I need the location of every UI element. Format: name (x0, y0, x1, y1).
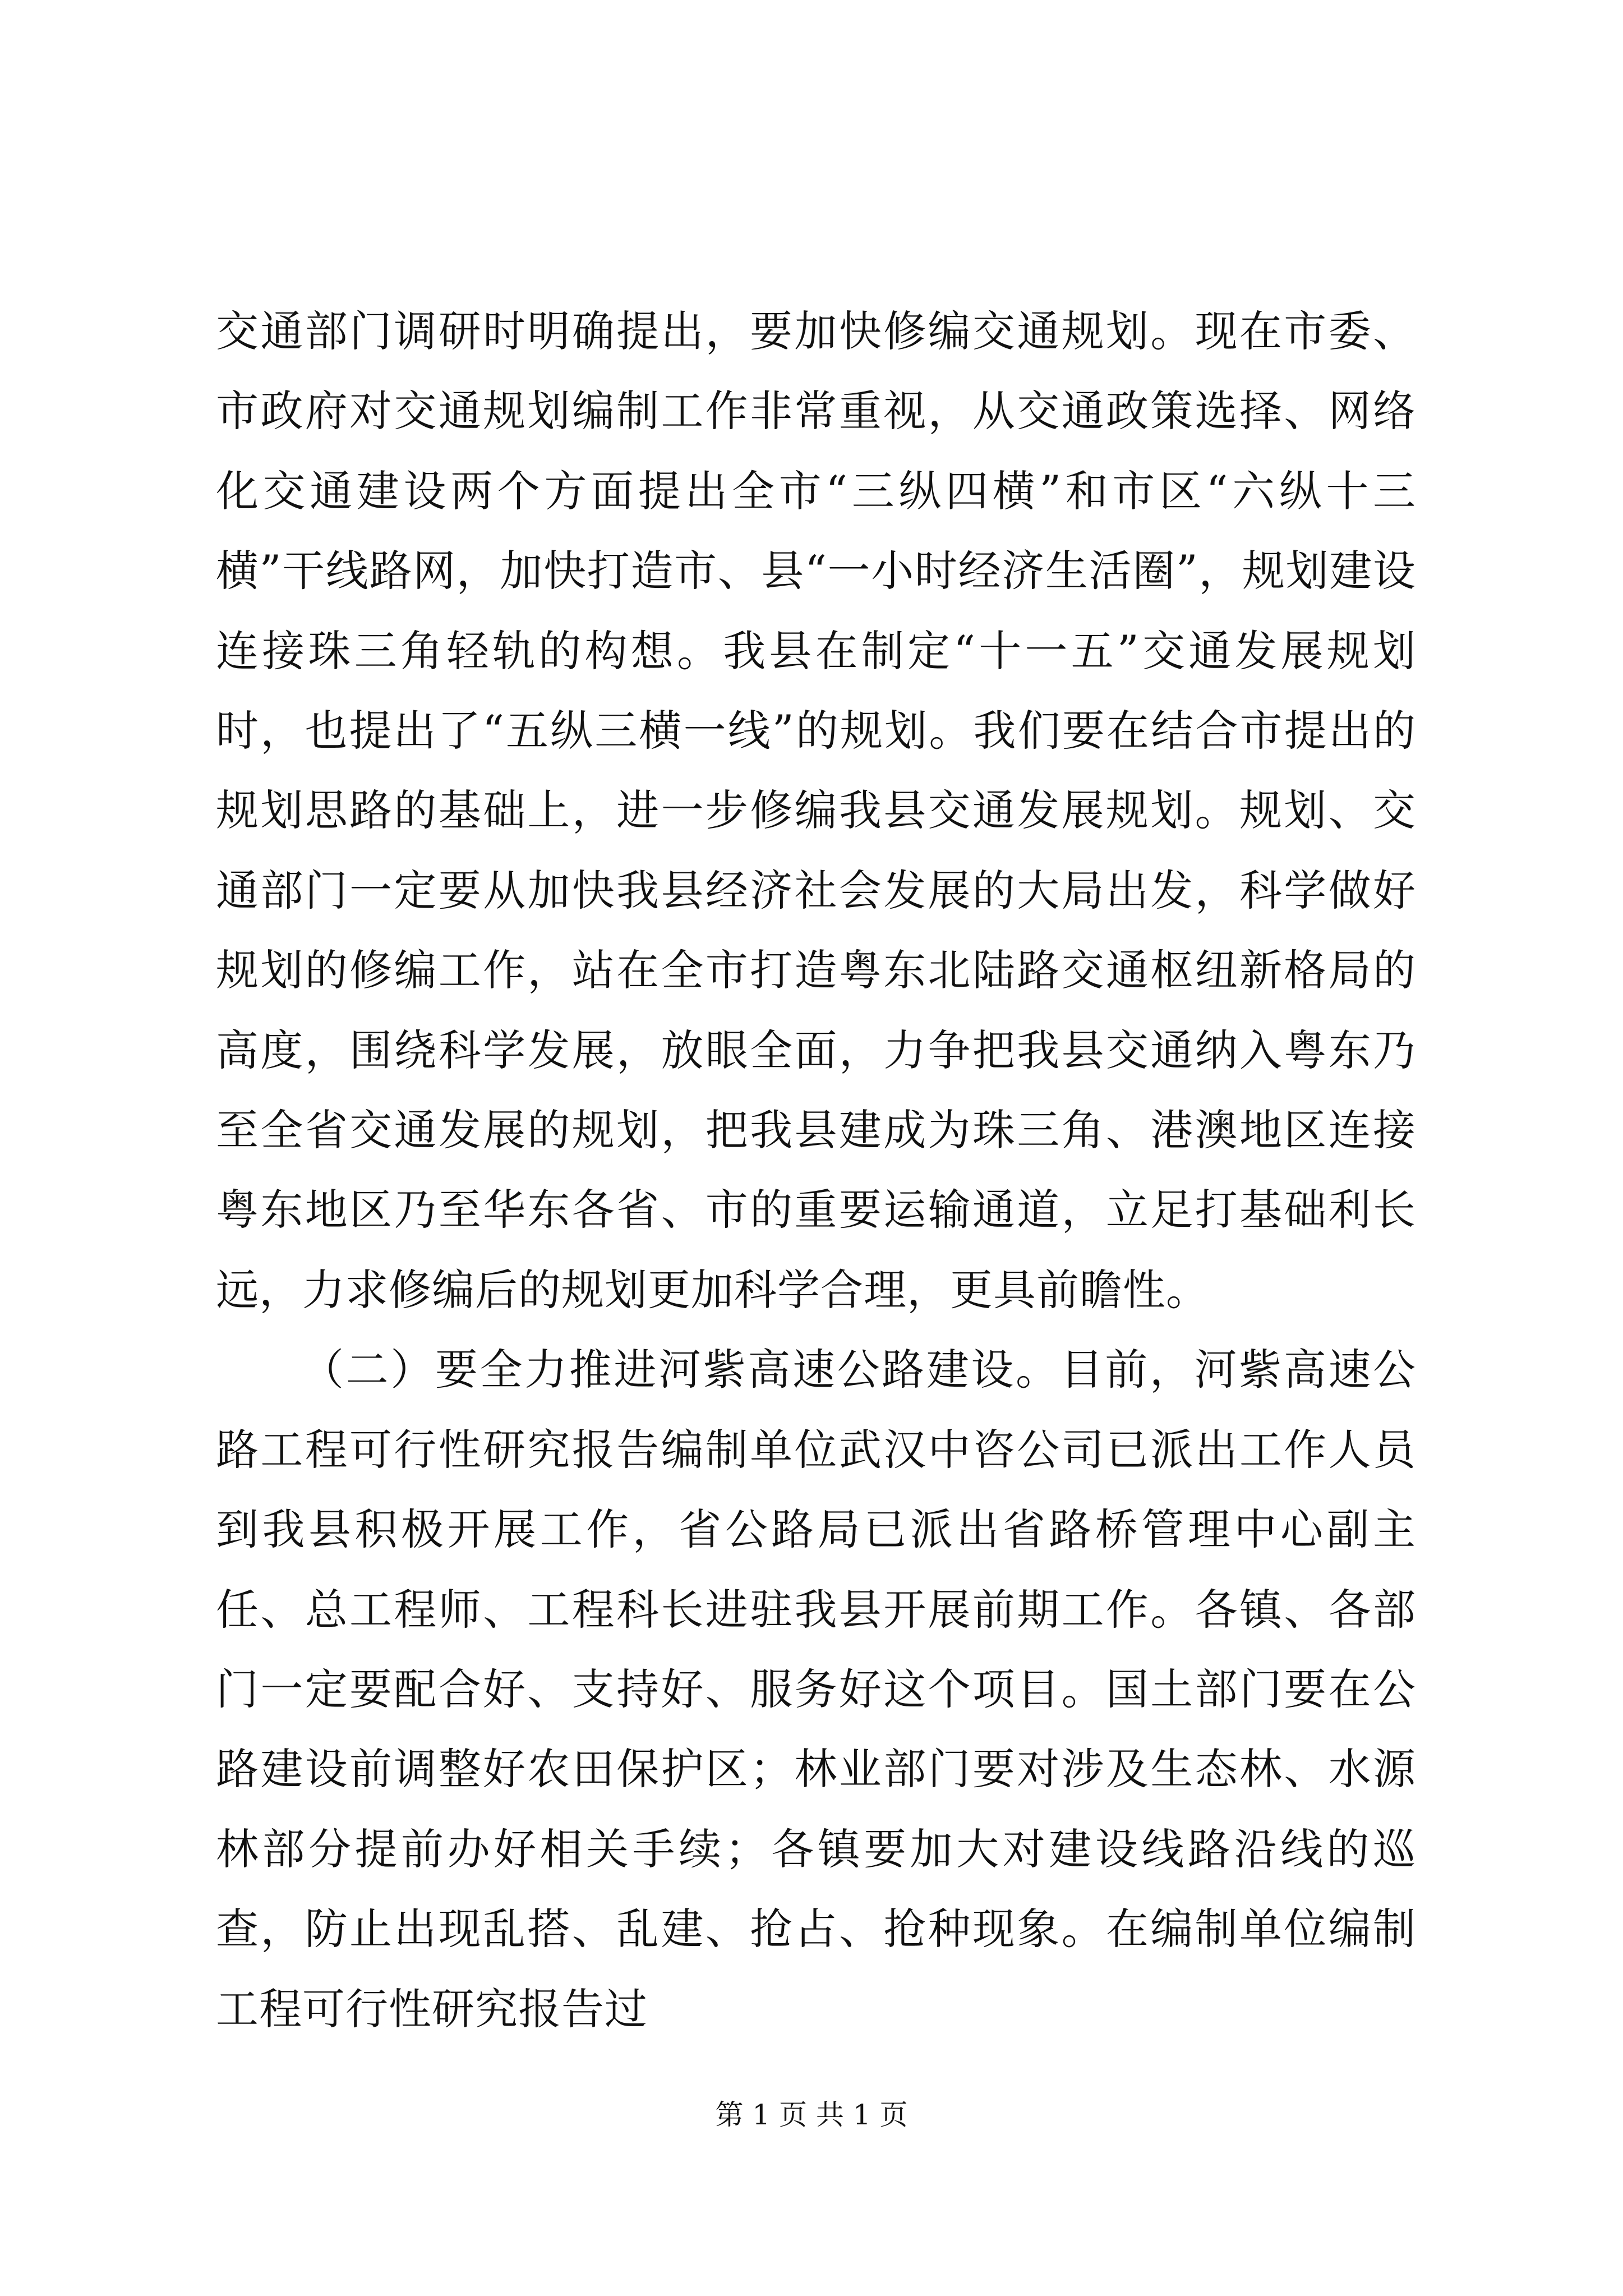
paragraph-section-two: （二）要全力推进河紫高速公路建设。目前，河紫高速公路工程可行性研究报告编制单位武汉中咨公司已派出工作人员到我县积极开展工作，省公路局已派出省路桥管理中心副主任、总工程师、工程科长进驻我县开展前期工作。各镇、各部门一定要配合好、支持好、服务好这个项目。国土部门要在公路建设前调整好农田保护区；林业部门要对涉及生态林、水源林部分提前办好相关手续；各镇要加大对建设线路沿线的巡查，防止出现乱搭、乱建、抢占、抢种现象。在编制单位编制工程可行性研究报告过 (216, 1345, 1416, 2034)
paragraph-continued: 交通部门调研时明确提出，要加快修编交通规划。现在市委、市政府对交通规划编制工作非常重视，从交通政策选择、网络化交通建设两个方面提出全市“三纵四横”和市区“六纵十三横”干线路网，加快打造市、县“一小时经济生活圈”，规划建设连接珠三角轻轨的构想。我县在制定“十一五”交通发展规划时，也提出了“五纵三横一线”的规划。我们要在结合市提出的规划思路的基础上，进一步修编我县交通发展规划。规划、交通部门一定要从加快我县经济社会发展的大局出发，科学做好规划的修编工作，站在全市打造粤东北陆路交通枢纽新格局的高度，围绕科学发展，放眼全面，力争把我县交通纳入粤东乃至全省交通发展的规划，把我县建成为珠三角、港澳地区连接粤东地区乃至华东各省、市的重要运输通道，立足打基础利长远，力求修编后的规划更加科学合理，更具前瞻性。 (216, 306, 1416, 1315)
page-footer (0, 2098, 1623, 2132)
document-body (216, 292, 1416, 2049)
page-number-label: 第 1 页 共 1 页 (715, 2099, 908, 2131)
